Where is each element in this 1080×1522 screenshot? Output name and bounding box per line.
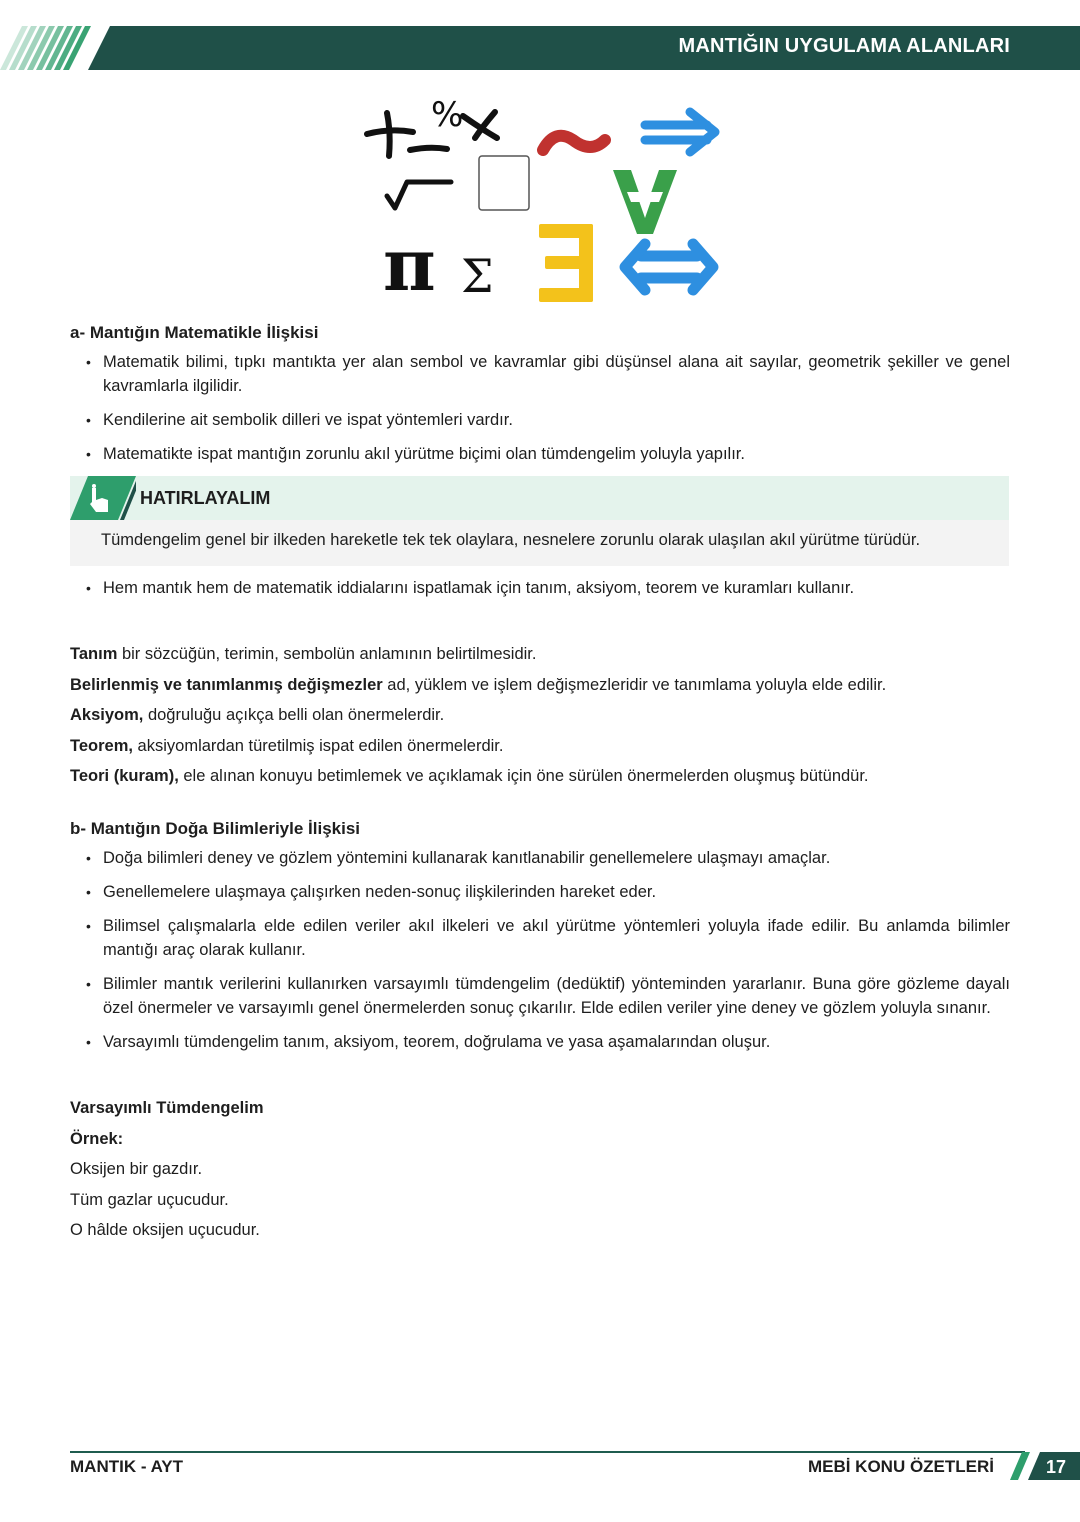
definition-text: doğruluğu açıkça belli olan önermelerdir. xyxy=(143,706,445,724)
example-title-text: Varsayımlı Tümdengelim xyxy=(70,1099,264,1117)
main-content xyxy=(70,322,1010,1249)
empty-box-icon xyxy=(479,156,529,210)
times-icon xyxy=(463,112,497,138)
list-item: • Doğa bilimleri deney ve gözlem yöntemini kullanarak kanıtlanabilir genellemelere ulaşmayı amaçlar. xyxy=(70,846,1010,870)
list-item: • Matematikte ispat mantığın zorunlu akıl yürütme biçimi olan tümdengelim yoluyla yapılır. xyxy=(70,442,1010,466)
example-line: Tüm gazlar uçucudur. xyxy=(70,1190,229,1209)
definition-term: Teori (kuram), xyxy=(70,767,179,785)
section-a-title: a- Mantığın Matematikle İlişkisi xyxy=(70,323,319,342)
definition-item xyxy=(70,642,1010,666)
definition-item xyxy=(70,764,1010,788)
callout-header xyxy=(70,476,1009,520)
section-b-title: b- Mantığın Doğa Bilimleriyle İlişkisi xyxy=(70,819,361,838)
definition-term: Teorem, xyxy=(70,736,133,755)
definition-item xyxy=(70,734,1010,758)
list-item: • Hem mantık hem de matematik iddialarını ispatlamak için tanım, aksiyom, teorem ve kuramları kullanır. xyxy=(70,576,1010,600)
list-item: • Matematik bilimi, tıpkı mantıkta yer alan sembol ve kavramlar gibi düşünsel alana ait sayılar, geometrik şekiller ve genel kavramlarla ilgilidir. xyxy=(70,350,1010,398)
example-label xyxy=(70,1127,1010,1151)
list-item: • Bilimler mantık verilerini kullanırken varsayımlı tümdengelim (dedüktif) yönteminden yararlanır. Buna göre gözleme dayalı özel önermeler ve varsayımlı genel önermelerden sonuç çıkarılır. Elde edilen veriler yine deney ve gözlem yoluyla sınanır. xyxy=(70,972,1010,1020)
square-root-icon xyxy=(387,182,451,208)
definition-item xyxy=(70,703,1010,727)
definition-term: Tanım xyxy=(70,645,118,663)
percent-icon: % xyxy=(431,95,464,135)
pi-icon: π xyxy=(383,222,436,307)
definition-item xyxy=(70,673,1010,697)
list-item: • Bilimsel çalışmalarla elde edilen veriler akıl ilkeleri ve akıl yürütme yöntemleri yoluyla ifade edilir. Bu anlamda bilimler mantığı araç olarak kullanır. xyxy=(70,914,1010,962)
list-item: • Genellemelere ulaşmaya çalışırken neden-sonuç ilişkilerinden hareket eder. xyxy=(70,880,1010,904)
definition-term: Aksiyom, xyxy=(70,706,144,724)
definition-text: ele alınan konuyu betimlemek ve açıklamak için öne sürülen önermelerden oluşmuş bütündür. xyxy=(178,767,869,785)
definition-text: aksiyomlardan türetilmiş ispat edilen önermelerdir. xyxy=(132,736,504,755)
example-title xyxy=(70,1096,1010,1120)
remember-callout xyxy=(70,476,1009,566)
definition-text: ad, yüklem ve işlem değişmezleridir ve tanımlama yoluyla elde edilir. xyxy=(382,675,887,694)
list-item: • Kendilerine ait sembolik dilleri ve ispat yöntemleri vardır. xyxy=(70,408,1010,432)
section-b-bullets xyxy=(70,846,1010,1054)
pointing-hand-icon xyxy=(70,476,136,520)
header-title: MANTIĞIN UYGULAMA ALANLARI xyxy=(678,35,1010,57)
footer-subject: MANTIK - AYT xyxy=(70,1457,184,1476)
example-block xyxy=(70,1096,1010,1242)
implies-arrow-icon xyxy=(645,112,715,152)
sigma-icon: Σ xyxy=(461,249,494,303)
footer-series: MEBİ KONU ÖZETLERİ xyxy=(807,1457,994,1476)
example-line: Oksijen bir gazdır. xyxy=(70,1160,203,1178)
definition-term: Belirlenmiş ve tanımlanmış değişmezler xyxy=(70,675,383,694)
list-item: • Varsayımlı tümdengelim tanım, aksiyom, teorem, doğrulama ve yasa aşamalarından oluşur. xyxy=(70,1030,1010,1054)
callout-body: Tümdengelim genel bir ilkeden hareketle tek tek olaylara, nesnelere zorunlu olarak ulaşılan akıl yürütme türüdür. xyxy=(70,520,1009,566)
example-label-text: Örnek: xyxy=(70,1129,124,1148)
footer-divider xyxy=(70,1451,1025,1453)
page-number: 17 xyxy=(1045,1457,1067,1477)
tilde-icon xyxy=(543,136,605,150)
for-all-icon xyxy=(613,170,677,234)
definitions xyxy=(70,642,1010,788)
double-arrow-icon xyxy=(625,244,713,290)
callout-title: HATIRLAYALIM xyxy=(140,488,271,508)
exists-icon xyxy=(539,224,593,302)
math-symbols-illustration xyxy=(355,88,735,313)
section-a-bullets xyxy=(70,350,1010,466)
section-a-bullets-after xyxy=(70,576,1010,600)
definition-text: bir sözcüğün, terimin, sembolün anlamının belirtilmesidir. xyxy=(117,645,537,663)
header-bar xyxy=(0,26,1080,70)
example-line: O hâlde oksijen uçucudur. xyxy=(70,1221,260,1239)
